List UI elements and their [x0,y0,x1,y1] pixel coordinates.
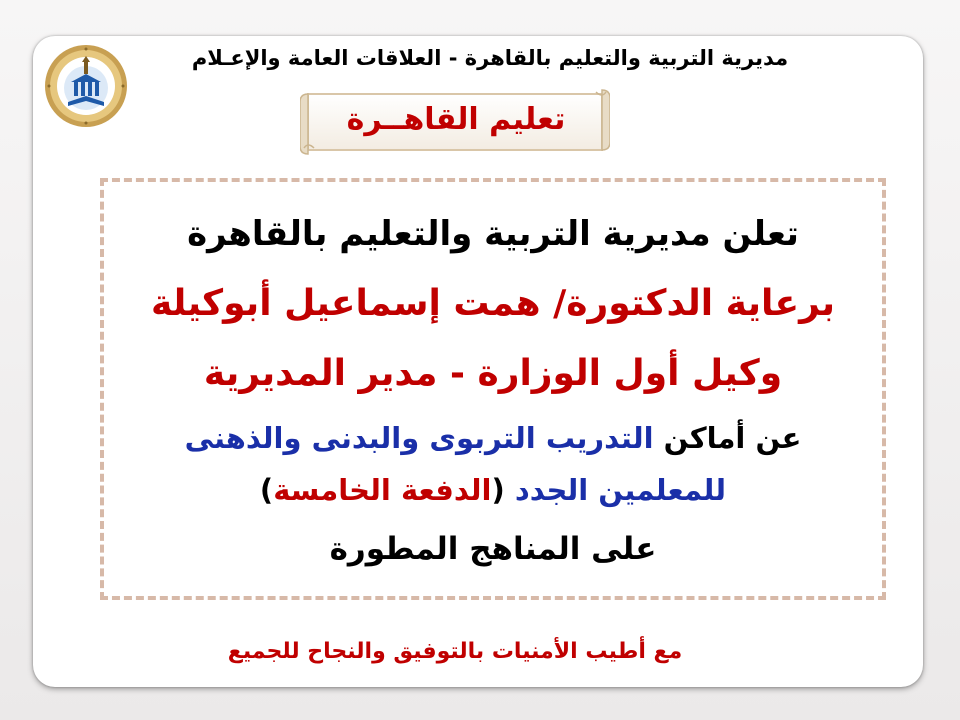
announcement-line-2: برعاية الدكتورة/ همت إسماعيل أبوكيلة [150,283,836,324]
line-4-highlight: التدريب التربوى والبدنى والذهنى [184,421,654,455]
announcement-line-6: على المناهج المطورة [329,531,657,567]
header-title: مديرية التربية والتعليم بالقاهرة - العلاقات العامة والإعـلام [191,46,789,70]
directorate-seal-icon [44,44,128,128]
line-5-open-paren: ( [491,473,515,507]
line-4-prefix: عن أماكن [653,421,802,455]
line-5-batch: الدفعة الخامسة [273,473,492,507]
ribbon-label: تعليم القاهــرة [346,102,566,137]
announcement-line-5 [104,466,882,514]
line-5-close-paren: ) [259,473,274,507]
announcement-line-1: تعلن مديرية التربية والتعليم بالقاهرة [187,214,799,254]
announcement-line-3: وكيل أول الوزارة - مدير المديرية [203,353,783,394]
footer-wishes: مع أطيب الأمنيات بالتوفيق والنجاح للجميع [227,639,683,664]
line-5-new-teachers: للمعلمين الجدد [514,473,727,507]
announcement-line-4 [104,414,882,462]
